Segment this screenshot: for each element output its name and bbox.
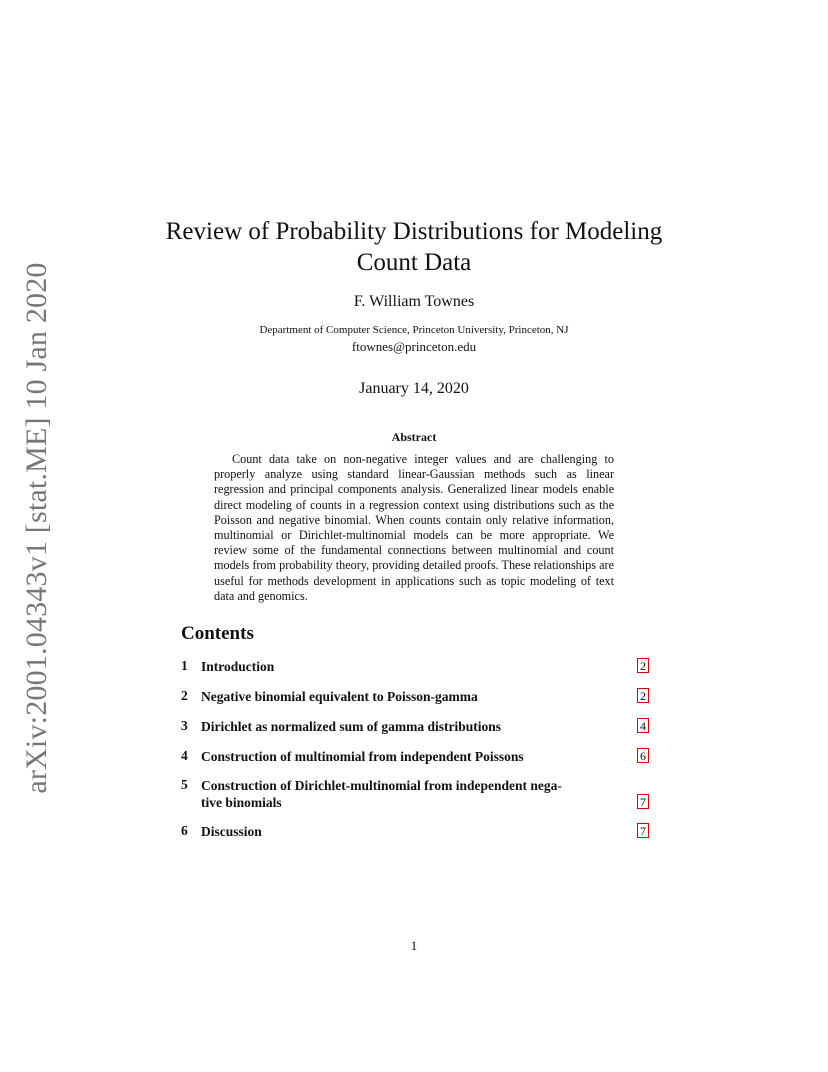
toc-page-link[interactable]: 2 <box>637 688 649 703</box>
toc-entry-title: Construction of multinomial from independent Poissons <box>201 749 524 764</box>
author-email: ftownes@princeton.edu <box>351 339 477 354</box>
toc-entry-number: 5 <box>181 777 188 792</box>
arxiv-side-identifier: arXiv:2001.04343v1 [stat.ME] 10 Jan 2020 <box>20 262 53 794</box>
page-number: 1 <box>410 938 418 953</box>
toc-entry-number: 4 <box>181 748 188 763</box>
paper-date: January 14, 2020 <box>359 380 469 397</box>
toc-entry-title-line-1: Construction of Dirichlet-multinomial from independent nega- <box>201 778 562 793</box>
toc-entry-number: 2 <box>181 688 188 703</box>
toc-entry-3[interactable] <box>181 718 649 735</box>
toc-entry-title-line-2: tive binomials <box>201 795 282 810</box>
author-affiliation: Department of Computer Science, Princeton University, Princeton, NJ <box>259 324 569 336</box>
abstract-heading: Abstract <box>391 430 437 444</box>
paper-title <box>150 216 678 278</box>
contents-heading: Contents <box>181 623 254 644</box>
toc-entry-number: 1 <box>181 658 188 673</box>
toc-page-link[interactable]: 7 <box>637 794 649 809</box>
toc-entry-1[interactable] <box>181 658 649 675</box>
toc-entry-title: Introduction <box>201 659 275 674</box>
title-line-1: Review of Probability Distributions for Modeling <box>165 218 663 245</box>
toc-entry-title: Dirichlet as normalized sum of gamma distributions <box>201 719 501 734</box>
toc-page-link[interactable]: 7 <box>637 823 649 838</box>
abstract-text: Count data take on non-negative integer values and are challenging to properly analyze using standard linear-Gaussian methods such as linear regression and principal components analysis. Generalized linear models enable direct modeling of counts in a regression context using distributions such as the Poisson and negative binomial. When counts contain only relative information, multinomial or Dirichlet-multinomial models can be more appropriate. We review some of the fundamental connections between multinomial and count models from probability theory, providing detailed proofs. These relationships are useful for methods development in applications such as topic modeling of text data and genomics. <box>214 452 614 603</box>
toc-page-link[interactable]: 6 <box>637 748 649 763</box>
toc-entry-2[interactable] <box>181 688 649 705</box>
toc-entry-number: 3 <box>181 718 188 733</box>
toc-page-link[interactable]: 4 <box>637 718 649 733</box>
author-name: F. William Townes <box>353 293 475 310</box>
title-line-2: Count Data <box>356 249 472 276</box>
toc-entry-number: 6 <box>181 823 188 838</box>
toc-page-link[interactable]: 2 <box>637 658 649 673</box>
toc-entry-4[interactable] <box>181 748 649 765</box>
toc-entry-5[interactable] <box>181 777 649 811</box>
toc-entry-title <box>201 777 649 811</box>
toc-entry-6[interactable] <box>181 823 649 840</box>
toc-entry-title: Discussion <box>201 824 262 839</box>
toc-entry-title: Negative binomial equivalent to Poisson-gamma <box>201 689 478 704</box>
